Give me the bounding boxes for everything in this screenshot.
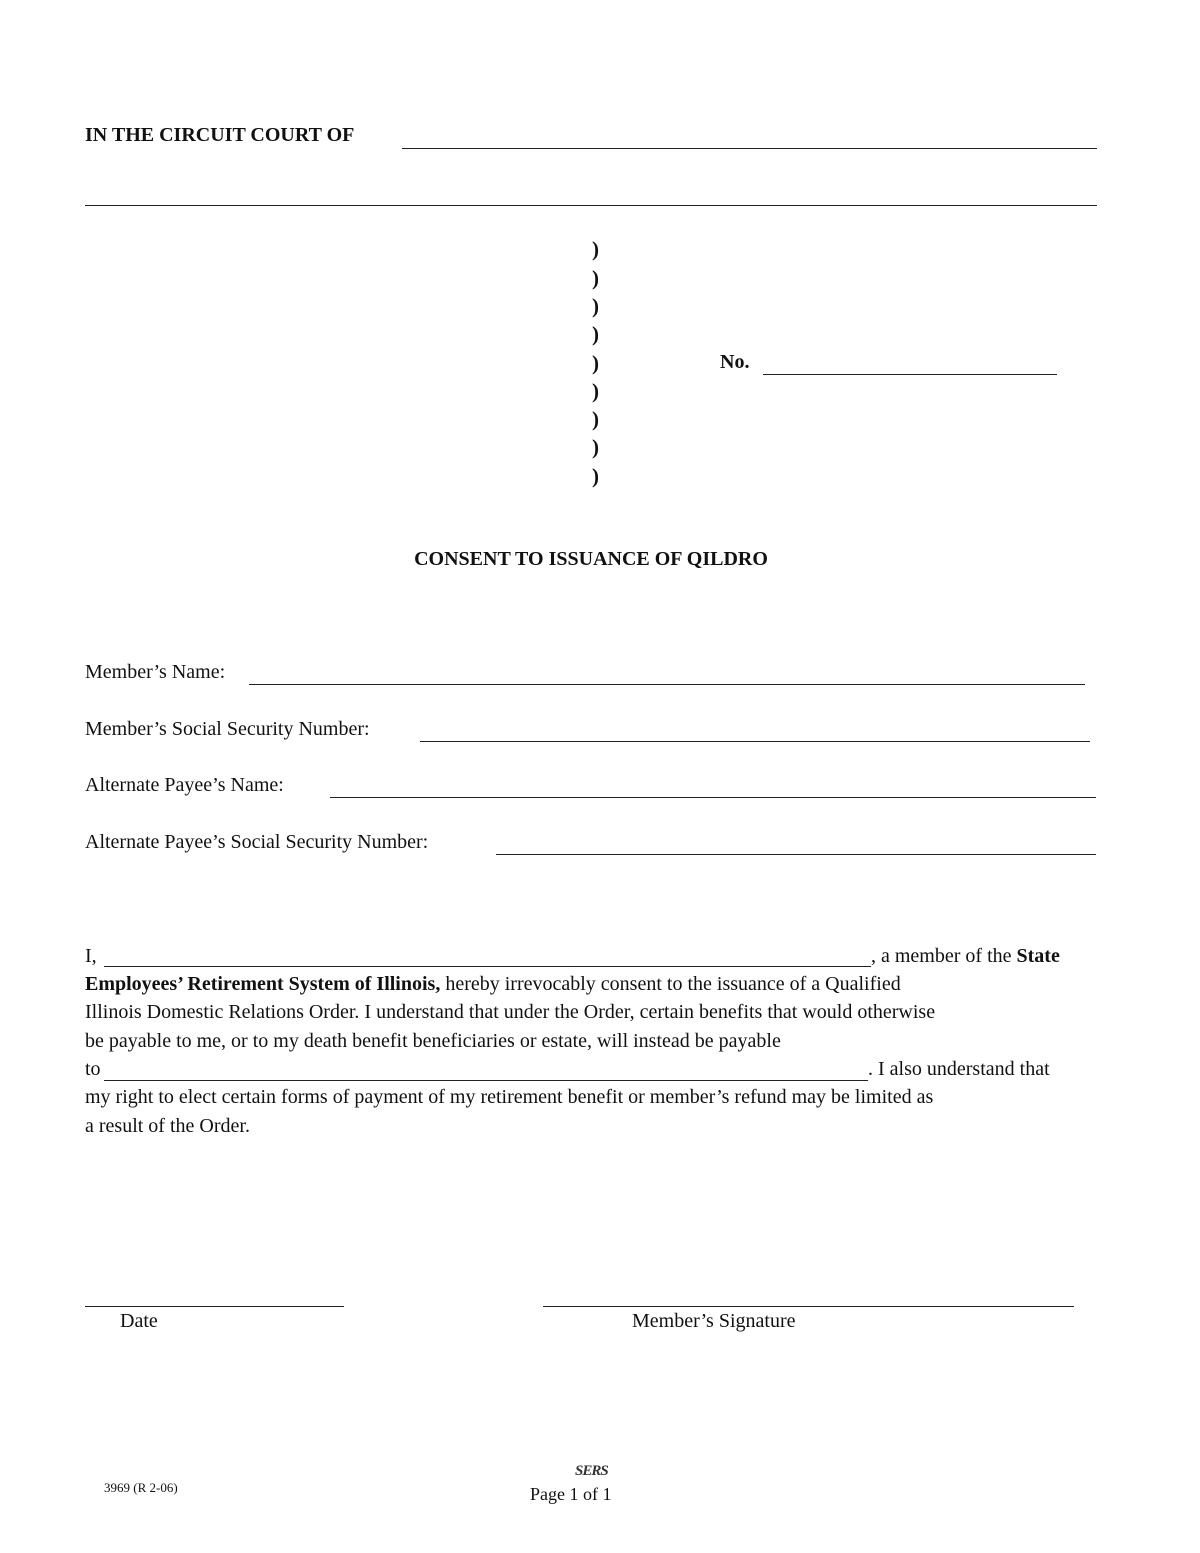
paren: ) <box>592 407 599 431</box>
date-label: Date <box>120 1310 158 1332</box>
alt-payee-name-line[interactable] <box>330 797 1096 798</box>
alt-payee-blank[interactable] <box>104 1080 868 1081</box>
form-number: 3969 (R 2-06) <box>104 1480 178 1495</box>
paren: ) <box>592 379 599 403</box>
member-name-blank[interactable] <box>104 966 871 967</box>
court-county-line[interactable] <box>85 205 1097 206</box>
member-signature-label: Member’s Signature <box>632 1310 796 1332</box>
system-name: Employees’ Retirement System of Illinois, <box>85 973 441 995</box>
alt-payee-ssn-line[interactable] <box>496 854 1096 855</box>
consent-i-prefix: I, <box>85 945 97 967</box>
consent-line2-rest: hereby irrevocably consent to the issuance of a Qualified <box>445 973 901 995</box>
signature-line[interactable] <box>543 1306 1074 1307</box>
member-ssn-label: Member’s Social Security Number: <box>85 718 370 740</box>
sers-logo: SERS <box>575 1463 608 1479</box>
paren: ) <box>592 322 599 346</box>
consent-line1-end <box>871 942 1060 970</box>
member-ssn-line[interactable] <box>420 741 1090 742</box>
member-name-line[interactable] <box>249 684 1085 685</box>
paren: ) <box>592 237 599 261</box>
case-number-label: No. <box>720 351 750 373</box>
court-label: IN THE CIRCUIT COURT OF <box>85 124 355 146</box>
consent-state: State <box>1016 945 1060 967</box>
paren: ) <box>592 351 599 375</box>
date-line[interactable] <box>85 1306 344 1307</box>
consent-member-of: , a member of the <box>871 945 1012 967</box>
alt-payee-ssn-label: Alternate Payee’s Social Security Number: <box>85 831 429 853</box>
paren: ) <box>592 435 599 459</box>
member-name-label: Member’s Name: <box>85 661 226 683</box>
consent-line6: my right to elect certain forms of payment of my retirement benefit or member’s refund may be limited as <box>85 1086 934 1108</box>
document-title: CONSENT TO ISSUANCE OF QILDRO <box>414 548 768 570</box>
paren: ) <box>592 464 599 488</box>
paren: ) <box>592 294 599 318</box>
case-number-line[interactable] <box>763 374 1057 375</box>
page-number: Page 1 of 1 <box>530 1484 612 1504</box>
alt-payee-name-label: Alternate Payee’s Name: <box>85 774 284 796</box>
consent-to-prefix: to <box>85 1058 101 1080</box>
court-name-line[interactable] <box>402 148 1097 149</box>
consent-also: . I also understand that <box>868 1058 1050 1080</box>
paren: ) <box>592 266 599 290</box>
consent-line2 <box>85 970 901 998</box>
consent-line3: Illinois Domestic Relations Order. I understand that under the Order, certain benefits that would otherwise <box>85 1001 936 1023</box>
consent-line4: be payable to me, or to my death benefit beneficiaries or estate, will instead be payable <box>85 1030 781 1052</box>
consent-line7: a result of the Order. <box>85 1115 250 1137</box>
